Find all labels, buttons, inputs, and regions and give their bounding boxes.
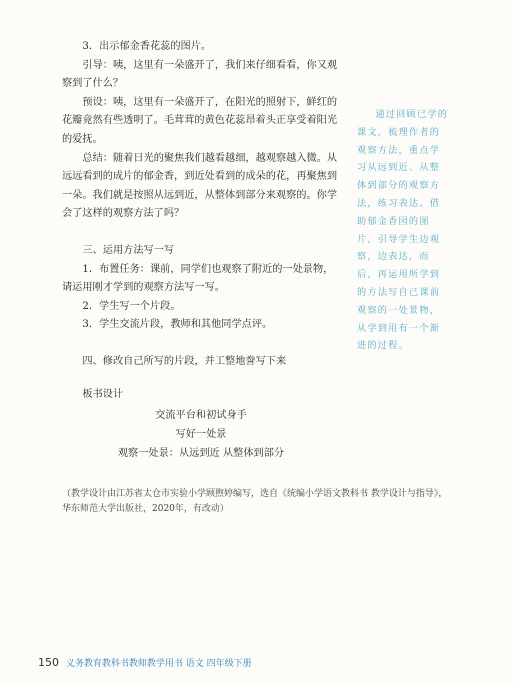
board-design (62, 406, 340, 463)
step-3-heading: 3．出示郁金香花蕊的图片。 (82, 41, 212, 52)
board-line-1: 交流平台和初试身手 (155, 410, 247, 422)
section-3-heading: 三、运用方法写一写 (82, 244, 175, 256)
page-footer (38, 656, 252, 669)
summary-paragraph: 总结：随着日光的聚焦我们越看越细，越观察越入微。从远远看到的成片的郁金香，到近处看到的成朵的花，再聚焦到一朵。我们就是按照从远到近，从整体到部分来观察的。你学会了这样的观察方法了吗？ (62, 152, 338, 220)
step-3-paragraph: 3．学生交流片段，教师和其他同学点评。 (82, 319, 273, 331)
section-4-heading: 四、修改自己所写的片段，并工整地誊写下来 (82, 355, 287, 367)
guidance-paragraph: 引导：咦，这里有一朵盛开了，我们来仔细看看，你又观察到了什么？ (62, 59, 338, 90)
source-note: （教学设计由江苏省太仓市实验小学顾煦婷编写，选自《统编小学语文教科书 教学设计与指导》，华东师范大学出版社，2020年，有改动） (62, 489, 448, 514)
book-title: 义务教育教科书教师教学用书 语文 四年级下册 (65, 659, 252, 669)
side-annotation (357, 106, 449, 355)
board-line-2: 写好一处景 (175, 429, 227, 441)
preset-paragraph: 预设：咦，这里有一朵盛开了，在阳光的照射下，鲜红的花瓣竟然有些透明了。毛茸茸的黄色花蕊昂着头正享受着阳光的爱抚。 (62, 96, 338, 145)
side-annotation-text: 通过回顾已学的课文，梳理作者的观察方法，重点学习从远到近、从整体到部分的观察方法，练习表达。借助郁金香园的图片，引导学生边观察，边表达，而后，再运用所学到的方法写自己课前观察的一处景物，从学到用有一个渐进的过程。 (357, 109, 449, 352)
board-design-title: 板书设计 (82, 388, 124, 400)
task-paragraph: 1．布置任务：课前，同学们也观察了附近的一处景物，请运用刚才学到的观察方法写一写。 (62, 263, 334, 294)
step-2-paragraph: 2．学生写一个片段。 (82, 300, 181, 312)
board-line-3: 观察一处景：从远到近 从整体到部分 (117, 448, 285, 460)
page-number: 150 (38, 656, 59, 669)
